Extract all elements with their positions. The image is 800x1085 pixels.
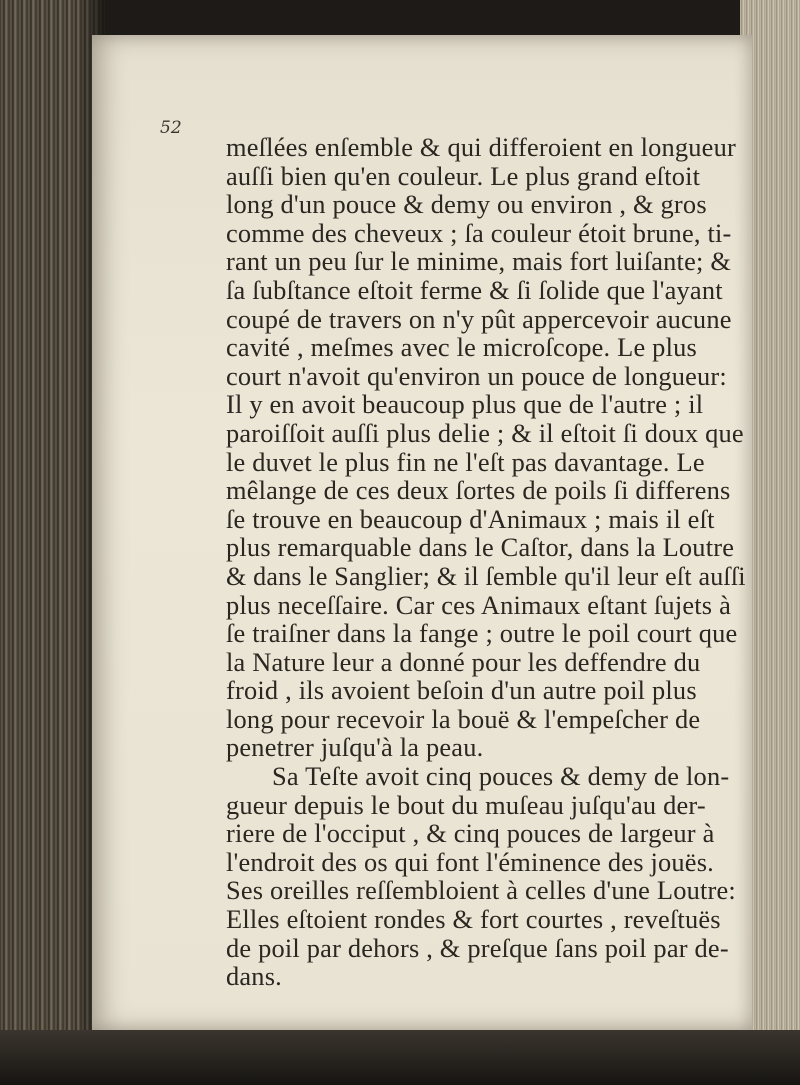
text-line: ſe trouve en beaucoup d'Animaux ; mais il eſt [226,503,715,534]
text-line: paroiſſoit auſſi plus delie ; & il eſtoit ſi doux que [226,417,744,448]
text-line: plus remarquable dans le Caſtor, dans la Loutre [226,532,735,563]
text-line: plus neceſſaire. Car ces Animaux eſtant ſujets à [226,589,731,620]
book-binding-edge [0,0,105,1085]
text-line: dans. [226,961,282,992]
text-line: cavité , meſmes avec le microſcope. Le plus [226,332,697,363]
text-line: long pour recevoir la bouë & l'empeſcher de [226,703,701,734]
text-line: ſa ſubſtance eſtoit ferme & ſi ſolide que l'ayant [226,274,723,305]
bottom-shadow [0,1030,800,1085]
text-line: comme des cheveux ; ſa couleur étoit brune, ti- [226,217,732,248]
text-line: le duvet le plus fin ne l'eſt pas davantage. Le [226,446,705,477]
text-line: auſſi bien qu'en couleur. Le plus grand eſtoit [226,160,701,191]
text-line: Elles eſtoient rondes & fort courtes , reveſtuës [226,904,721,935]
page-text [226,133,746,991]
text-line: Il y en avoit beaucoup plus que de l'autre ; il [226,389,704,420]
text-line: coupé de travers on n'y pût appercevoir aucune [226,303,732,334]
text-line: l'endroit des os qui font l'éminence des jouës. [226,846,714,877]
paragraph-start-line: Sa Teſte avoit cinq pouces & demy de lon- [272,761,730,792]
text-line: froid , ils avoient beſoin d'un autre poil plus [226,675,697,706]
text-line: long d'un pouce & demy ou environ , & gros [226,189,707,220]
text-line: de poil par dehors , & preſque ſans poil par de- [226,932,729,963]
text-line: penetrer juſqu'à la peau. [226,732,484,763]
text-line: mêlange de ces deux ſortes de poils ſi differens [226,475,731,506]
text-line: rant un peu ſur le minime, mais fort luiſante; & [226,246,732,277]
text-line: la Nature leur a donné pour les deffendre du [226,646,701,677]
page-number: 52 [160,118,182,138]
text-line: meſlées enſemble & qui differoient en longueur [226,132,736,162]
text-line: riere de l'occiput , & cinq pouces de largeur à [226,818,715,849]
text-line: gueur depuis le bout du muſeau juſqu'au der- [226,789,706,820]
text-line: & dans le Sanglier; & il ſemble qu'il leur eſt auſſi [226,560,746,591]
text-line: Ses oreilles reſſembloient à celles d'une Loutre: [226,875,736,906]
text-line: court n'avoit qu'environ un pouce de longueur: [226,360,727,391]
text-line: ſe traiſner dans la fange ; outre le poil court que [226,618,738,649]
